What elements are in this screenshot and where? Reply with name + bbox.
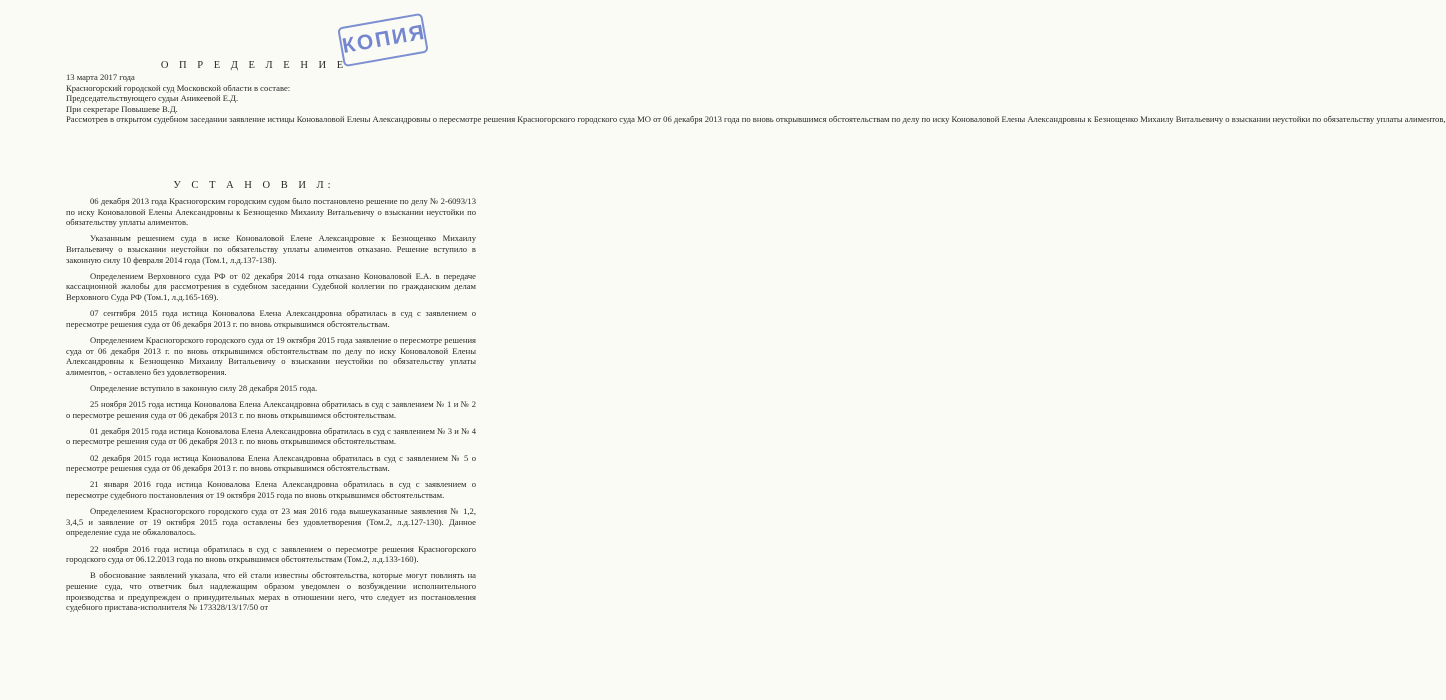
court-name: Красногорский городской суд Московской области в составе: <box>66 82 291 93</box>
paragraph: Определением Красногорского городского суда от 23 мая 2016 года вышеуказанные заявления № 1,2, 3,4,5 и заявление от 19 октября 2015 года оставлены без удовлетворения (Том.2, л.д.127-130). Данное определение суда не обжаловалось. <box>66 506 476 538</box>
document-header <box>66 72 1446 125</box>
paragraph: Определением Красногорского городского суда от 19 октября 2015 года заявление о пересмотре решения суда от 06 декабря 2013 г. по вновь открывшимся обстоятельствам по делу по иску Коноваловой Елены Александровны к Безнощенко Михаилу Витальевичу о взыскании неустойки по обязательству уплаты алиментов, - оставлено без удовлетворения. <box>66 334 476 377</box>
paragraph: 01 декабря 2015 года истица Коновалова Елена Александровна обратилась в суд с заявлением № 3 и № 4 о пересмотре решения суда от 06 декабря 2013 г. по вновь открывшимся обстоятельствам. <box>66 425 476 447</box>
paragraph: 07 сентября 2015 года истица Коновалова Елена Александровна обратилась в суд с заявлением о пересмотре решения суда от 06 декабря 2013 г. по вновь открывшимся обстоятельствам. <box>66 308 476 329</box>
paragraph: Указанным решением суда в иске Коноваловой Елене Александровне к Безнощенко Михаилу Витальевичу о взыскании неустойки по обязательству уплаты алиментов отказано. Решение вступило в законную силу 10 февраля 2014 года (Том.1, л.д.137-138). <box>66 233 476 265</box>
copy-stamp: КОПИЯ <box>337 13 429 67</box>
document-body <box>66 196 476 618</box>
paragraph: В обоснование заявлений указала, что ей стали известны обстоятельства, которые могут повлиять на решение суда, что ответчик был надлежащим образом уведомлен о возбуждении исполнительного производства и предупрежден о принудительных мерах в отношении него, что следует из постановления судебного пристава-исполнителя № 173328/13/17/50 от <box>66 570 476 613</box>
paragraph: Определением Верховного суда РФ от 02 декабря 2014 года отказано Коноваловой Е.А. в передаче кассационной жалобы для рассмотрения в судебном заседании Судебной коллегии по гражданским делам Верховного Суда РФ (Том.1, л.д.165-169). <box>66 270 476 302</box>
document-title: О П Р Е Д Е Л Е Н И Е <box>160 60 348 71</box>
section-title: У С Т А Н О В И Л: <box>173 180 335 191</box>
paragraph: 02 декабря 2015 года истица Коновалова Елена Александровна обратилась в суд с заявлением № 5 о пересмотре решения суда от 06 декабря 2013 г. по вновь открывшимся обстоятельствам. <box>66 452 476 474</box>
case-description: Рассмотрев в открытом судебном заседании заявление истицы Коноваловой Елены Александровны о пересмотре решения Красногорского городского суда МО от 06 декабря 2013 года по вновь открывшимся обстоятельствам по делу по иску Коноваловой Елены Александровны к Безнощенко Михаилу Витальевичу о взыскании неустойки по обязательству уплаты алиментов, <box>66 114 1446 125</box>
document-date: 13 марта 2017 года <box>66 72 135 82</box>
paragraph: 22 ноября 2016 года истица обратилась в суд с заявлением о пересмотре решения Красногорского городского суда от 06.12.2013 года по вновь открывшимся обстоятельствам (Том.2, л.д.133-160). <box>66 543 476 565</box>
court-secretary: При секретаре Повышеве В.Д. <box>66 103 178 114</box>
paragraph: 25 ноября 2015 года истица Коновалова Елена Александровна обратилась в суд с заявлением № 1 и № 2 о пересмотре решения суда от 06 декабря 2013 г. по вновь открывшимся обстоятельствам. <box>66 399 476 420</box>
paragraph: 06 декабря 2013 года Красногорским городским судом было постановлено решение по делу № 2-6093/13 по иску Коноваловой Елены Александровны к Безнощенко Михаилу Витальевичу о взыскании неустойки по обязательству уплаты алиментов. <box>66 196 476 228</box>
paragraph: 21 января 2016 года истица Коновалова Елена Александровна обратилась в суд с заявлением о пересмотре судебного постановления от 19 октября 2015 года по вновь открывшимся обстоятельствам. <box>66 479 476 500</box>
presiding-judge: Председательствующего судьи Аникеевой Е.Д. <box>66 93 239 104</box>
paragraph: Определение вступило в законную силу 28 декабря 2015 года. <box>90 382 318 393</box>
